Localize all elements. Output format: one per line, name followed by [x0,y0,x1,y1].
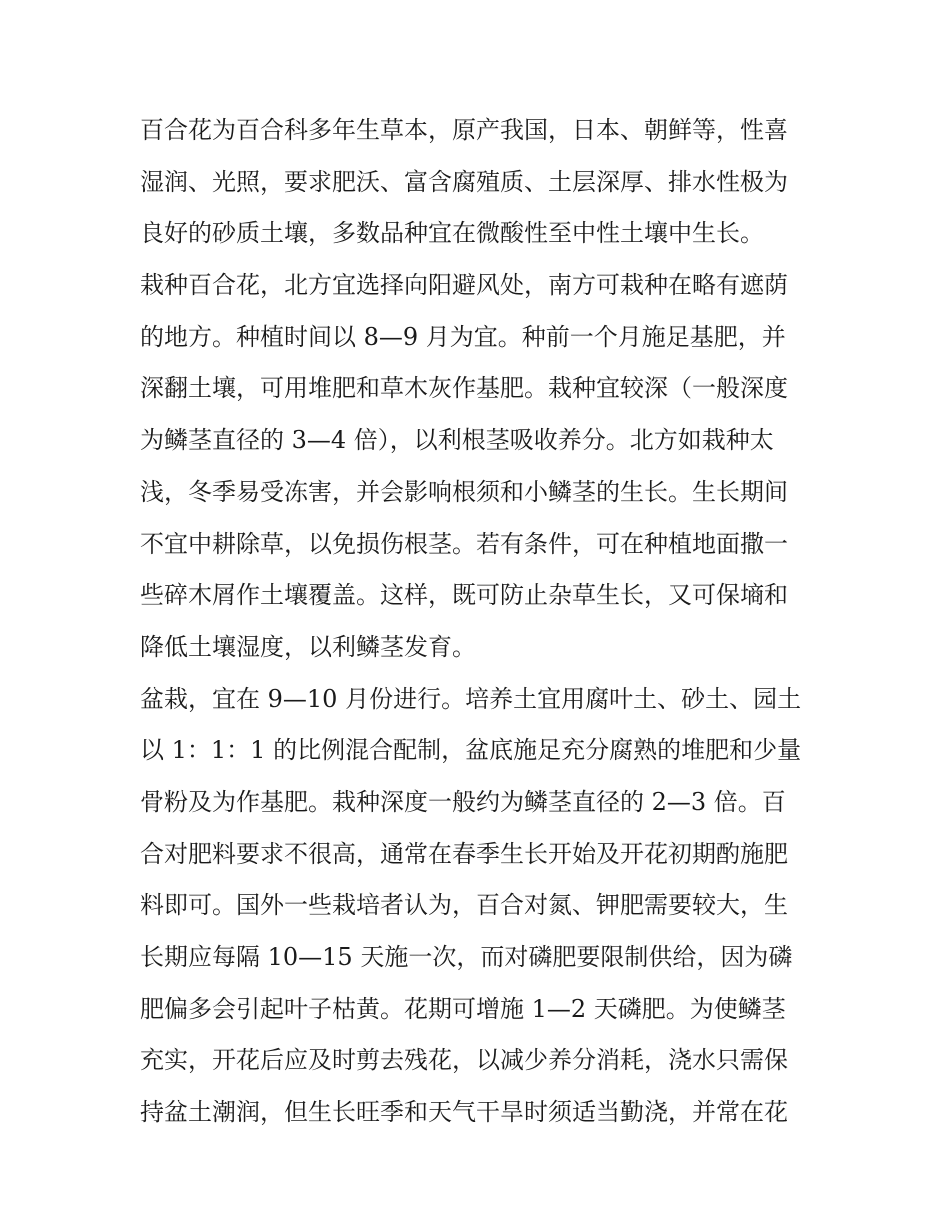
paragraph-field-planting [140,267,820,665]
text-line: 百合花为百合科多年生草本，原产我国，日本、朝鲜等，性喜 [140,116,788,144]
paragraph-lily-overview [140,112,820,251]
text-line: 栽种百合花，北方宜选择向阳避风处，南方可栽种在略有遮荫 [140,271,788,300]
text-line: 湿润、光照，要求肥沃、富含腐殖质、土层深厚、排水性极为 [140,167,788,196]
text-line: 深翻土壤，可用堆肥和草木灰作基肥。栽种宜较深（一般深度 [140,374,788,403]
text-line: 合对肥料要求不很高，通常在春季生长开始及开花初期酌施肥 [140,839,788,868]
text-line: 长期应每隔 10—15 天施一次，而对磷肥要限制供给，因为磷 [140,943,793,971]
text-line: 良好的砂质土壤，多数品种宜在微酸性至中性土壤中生长。 [140,219,764,248]
text-line: 盆栽，宜在 9—10 月份进行。培养土宜用腐叶土、砂土、园土 [140,684,802,713]
paragraph-pot-planting [140,681,820,1131]
text-line: 以 1：1：1 的比例混合配制，盆底施足充分腐熟的堆肥和少量 [140,736,802,765]
text-line: 降低土壤湿度，以利鳞茎发育。 [140,632,476,661]
text-line: 为鳞茎直径的 3—4 倍），以利根茎吸收养分。北方如栽种太 [140,426,774,455]
text-line: 不宜中耕除草，以免损伤根茎。若有条件，可在种植地面撒一 [140,529,788,558]
text-line: 的地方。种植时间以 8—9 月为宜。种前一个月施足基肥，并 [140,322,786,351]
text-line: 充实，开花后应及时剪去残花，以减少养分消耗，浇水只需保 [140,1046,788,1075]
text-line: 料即可。国外一些栽培者认为，百合对氮、钾肥需要较大，生 [140,891,788,920]
document-body [140,112,820,1146]
text-line: 持盆土潮润，但生长旺季和天气干旱时须适当勤浇，并常在花 [140,1098,788,1127]
text-line: 骨粉及为作基肥。栽种深度一般约为鳞茎直径的 2—3 倍。百 [140,787,786,816]
text-line: 些碎木屑作土壤覆盖。这样，既可防止杂草生长，又可保墒和 [140,581,788,610]
text-line: 浅，冬季易受冻害，并会影响根须和小鳞茎的生长。生长期间 [140,477,788,506]
text-line: 肥偏多会引起叶子枯黄。花期可增施 1—2 天磷肥。为使鳞茎 [140,994,786,1023]
